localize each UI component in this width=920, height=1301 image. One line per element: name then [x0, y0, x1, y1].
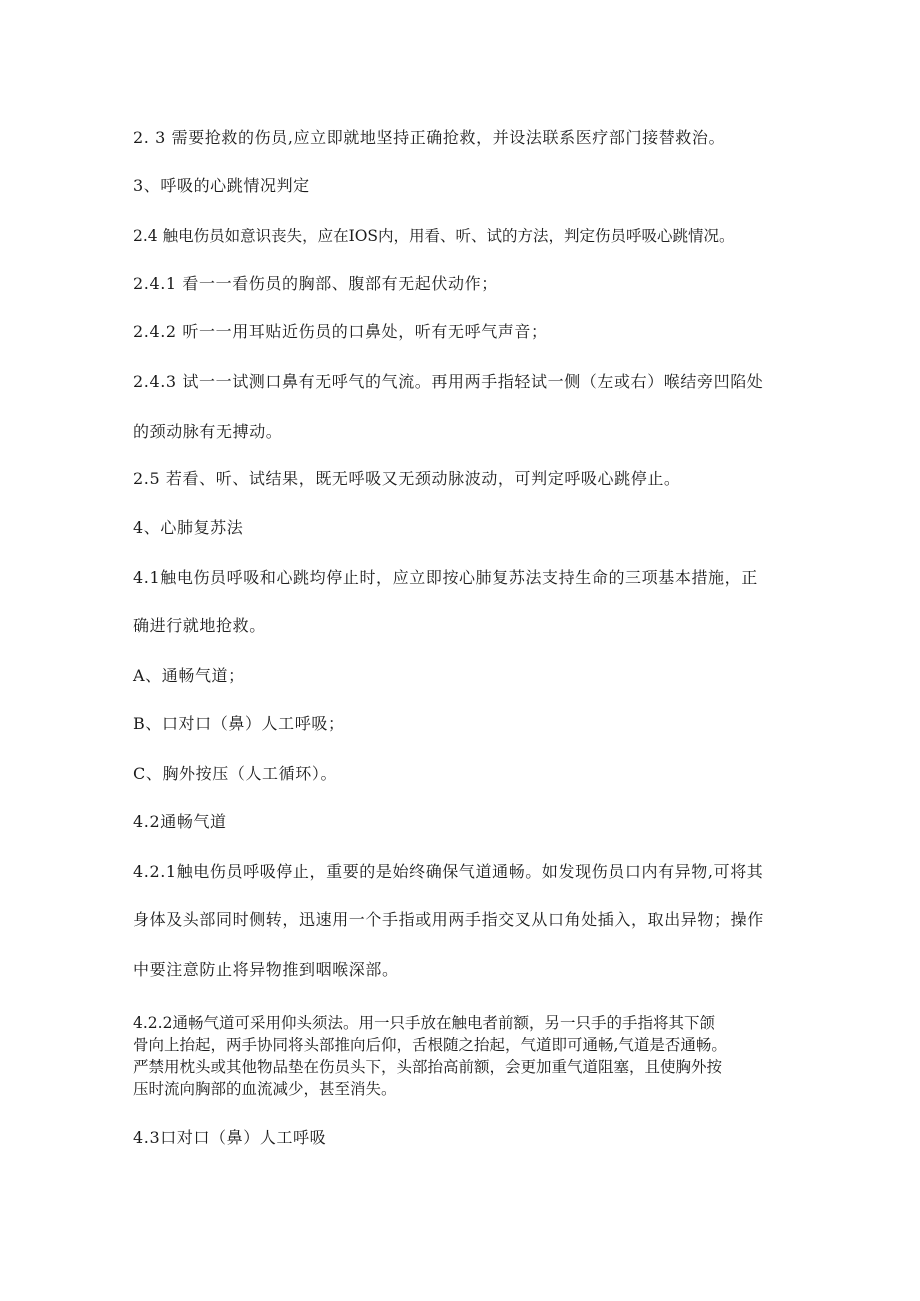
text-line: 中要注意防止将异物推到咽喉深部。 [133, 960, 399, 979]
list-item: C、胸外按压（人工循环）。 [133, 764, 338, 783]
text-line: 骨向上抬起，两手协同将头部推向后仰，舌根随之抬起，气道即可通畅,气道是否通畅。 [133, 1036, 727, 1054]
text-line: 4.1触电伤员呼吸和心跳均停止时，应立即按心肺复苏法支持生命的三项基本措施，正 [133, 568, 758, 587]
section-heading: 3、呼吸的心跳情况判定 [133, 176, 310, 195]
text-line: 2.4.3 试一一试测口鼻有无呼气的气流。再用两手指轻试一侧（左或右）喉结旁凹陷处 [133, 372, 764, 391]
text-line: 确进行就地抢救。 [133, 616, 266, 635]
text-line: 4.2.2通畅气道可采用仰头须法。用一只手放在触电者前额，另一只手的手指将其下颌 [133, 1014, 715, 1032]
text-line: 2.5 若看、听、试结果，既无呼吸又无颈动脉波动，可判定呼吸心跳停止。 [133, 469, 681, 488]
text-line: 2.4.1 看一一看伤员的胸部、腹部有无起伏动作； [133, 274, 498, 293]
section-heading: 4.3口对口（鼻）人工呼吸 [133, 1128, 327, 1147]
text-line: 身体及头部同时侧转，迅速用一个手指或用两手指交叉从口角处插入，取出异物；操作 [133, 910, 764, 929]
text-line: 4.2.1触电伤员呼吸停止，重要的是始终确保气道通畅。如发现伤员口内有异物,可将其 [133, 862, 764, 881]
section-heading: 4.2通畅气道 [133, 812, 227, 831]
list-item: A、通畅气道； [133, 666, 245, 685]
text-line: 的颈动脉有无搏动。 [133, 422, 283, 441]
text-line: 压时流向胸部的血流减少，甚至消失。 [133, 1080, 397, 1098]
list-item: B、口对口（鼻）人工呼吸； [133, 714, 345, 733]
text-line: 2.4 触电伤员如意识丧失，应在IOS内，用看、听、试的方法，判定伤员呼吸心跳情况。 [133, 227, 735, 245]
section-heading: 4、心肺复苏法 [133, 518, 244, 537]
text-line: 2. 3 需要抢救的伤员,应立即就地坚持正确抢救，并设法联系医疗部门接替救治。 [133, 128, 726, 147]
text-line: 严禁用枕头或其他物品垫在伤员头下，头部抬高前额，会更加重气道阻塞，且使胸外按 [133, 1058, 723, 1076]
text-line: 2.4.2 听一一用耳贴近伤员的口鼻处，听有无呼气声音； [133, 322, 548, 341]
